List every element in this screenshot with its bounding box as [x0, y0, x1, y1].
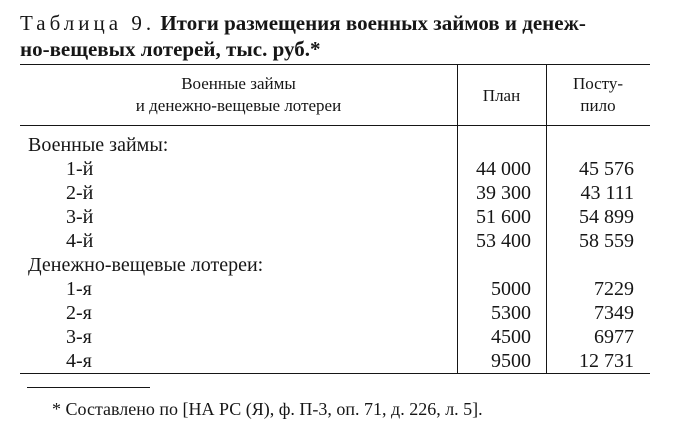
- table-row: [0, 349, 674, 373]
- row-label: 4-я: [66, 350, 92, 372]
- row-label: 3-й: [66, 206, 94, 228]
- header-received: [546, 73, 650, 117]
- table-row: [0, 277, 674, 301]
- row-received: 43 111: [580, 182, 634, 204]
- row-label: 4-й: [66, 230, 94, 252]
- row-received: 7229: [594, 278, 634, 300]
- row-received: 7349: [594, 302, 634, 324]
- row-plan: 5300: [491, 302, 531, 324]
- caption-title-line-2: но-вещевых лотерей, тыс. руб.*: [20, 37, 321, 61]
- row-plan: 5000: [491, 278, 531, 300]
- row-received: 6977: [594, 326, 634, 348]
- table-top-rule: [20, 64, 650, 65]
- row-label: 2-я: [66, 302, 92, 324]
- header-plan: План: [482, 86, 521, 105]
- row-plan: 39 300: [476, 182, 531, 204]
- footnote-rule: [27, 387, 150, 388]
- table-row: [0, 253, 674, 277]
- header-category: [20, 73, 457, 117]
- row-received: 54 899: [579, 206, 634, 228]
- row-received: 45 576: [579, 158, 634, 180]
- table-bottom-rule: [20, 373, 650, 374]
- row-received: 58 559: [579, 230, 634, 252]
- row-label: 2-й: [66, 182, 94, 204]
- row-label: 1-й: [66, 158, 94, 180]
- row-label: 1-я: [66, 278, 92, 300]
- footnote: * Составлено по [НА РС (Я), ф. П-3, оп. 71, д. 226, л. 5].: [52, 399, 483, 419]
- table-row: [0, 301, 674, 325]
- header-received-line-1: Посту-: [572, 74, 624, 93]
- header-category-line-2: и денежно-вещевые лотереи: [135, 96, 342, 115]
- row-plan: 53 400: [476, 230, 531, 252]
- table-header-rule: [20, 125, 650, 126]
- row-label: 3-я: [66, 326, 92, 348]
- caption-line-1: [20, 10, 650, 36]
- table-row: [0, 229, 674, 253]
- caption-title-line-1: Итоги размещения военных займов и денеж-: [160, 11, 586, 35]
- table-row: [0, 325, 674, 349]
- header-category-line-1: Военные займы: [181, 74, 296, 93]
- table-body: [0, 133, 674, 373]
- caption-lead: Таблица 9.: [20, 11, 156, 35]
- table-row: [0, 157, 674, 181]
- table-caption: [20, 10, 650, 62]
- row-plan: 9500: [491, 350, 531, 372]
- row-plan: 51 600: [476, 206, 531, 228]
- header-received-line-2: пило: [580, 96, 616, 115]
- row-plan: 4500: [491, 326, 531, 348]
- row-received: 12 731: [579, 350, 634, 372]
- row-label: Денежно-вещевые лотереи:: [28, 254, 264, 276]
- table-row: [0, 205, 674, 229]
- row-label: Военные займы:: [28, 134, 169, 156]
- table-row: [0, 133, 674, 157]
- table-row: [0, 181, 674, 205]
- row-plan: 44 000: [476, 158, 531, 180]
